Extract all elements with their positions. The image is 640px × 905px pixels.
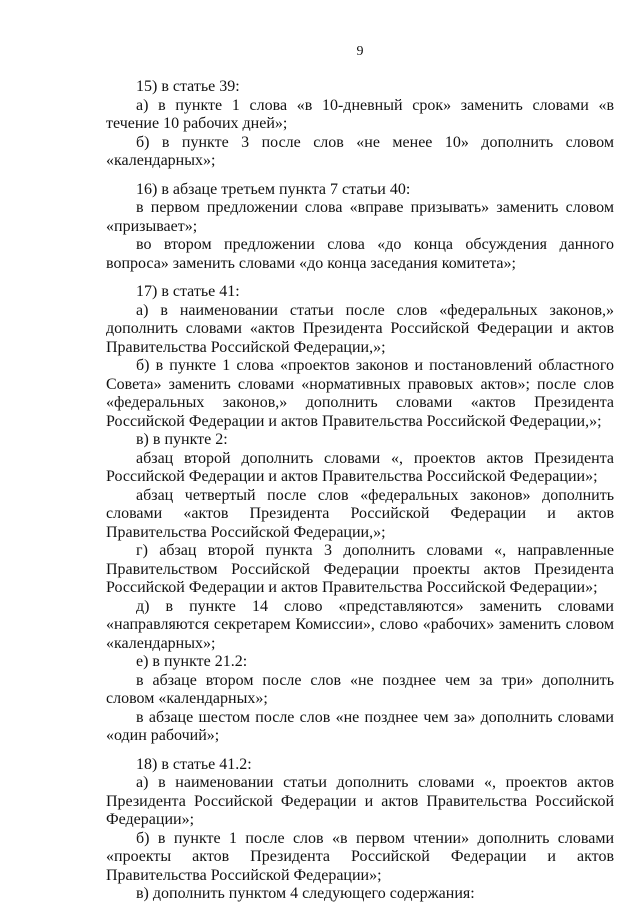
section-heading: 17) в статье 41: xyxy=(136,283,240,300)
amendment-section xyxy=(106,283,614,746)
paragraph: в) в пункте 2: xyxy=(136,431,228,448)
section-heading: 15) в статье 39: xyxy=(136,78,240,95)
paragraph: а) в пункте 1 слова «в 10-дневный срок» заменить словами «в течение 10 рабочих дней»; xyxy=(106,96,614,132)
paragraph: абзац второй дополнить словами «, проектов актов Президента Российской Федерации и актов Правительства Российской Федерации»; xyxy=(106,449,614,485)
paragraph: в абзаце шестом после слов «не позднее чем за» дополнить словами «один рабочий»; xyxy=(106,708,614,744)
paragraph: е) в пункте 21.2: xyxy=(136,653,248,670)
paragraph: а) в наименовании статьи дополнить словами «, проектов актов Президента Российской Федерации и актов Правительства Российской Федерации»; xyxy=(106,774,614,828)
amendment-section xyxy=(106,78,614,171)
section-heading: 18) в статье 41.2: xyxy=(136,755,252,773)
paragraph: б) в пункте 1 слова «проектов законов и постановлений областного Совета» заменить словами «нормативных правовых актов»; после слов «федеральных законов,» дополнить словами «актов Президента Российской Федерации и актов Правительства Российской Федерации,»; xyxy=(106,357,614,430)
paragraph: абзац четвертый после слов «федеральных законов» дополнить словами «актов Президента Российской Федерации и актов Правительства Российской Федерации,»; xyxy=(106,486,614,541)
section-heading: 16) в абзаце третьем пункта 7 статьи 40: xyxy=(136,180,411,198)
paragraph: б) в пункте 3 после слов «не менее 10» дополнить словом «календарных»; xyxy=(106,133,614,169)
paragraph: г) абзац второй пункта 3 дополнить словами «, направленные Правительством Российской Федерации проекты актов Президента Российской Федерации и актов Правительства Российской Федерации»; xyxy=(106,542,614,596)
paragraph: в) дополнить пунктом 4 следующего содержания: xyxy=(136,885,475,902)
document-body xyxy=(106,78,614,904)
paragraph: в абзаце втором после слов «не позднее чем за три» дополнить словом «календарных»; xyxy=(106,671,614,707)
amendment-section xyxy=(106,181,614,274)
paragraph: а) в наименовании статьи после слов «федеральных законов,» дополнить словами «актов Президента Российской Федерации и актов Правительства Российской Федерации,»; xyxy=(106,301,614,356)
paragraph: д) в пункте 14 слово «представляются» заменить словами «направляются секретарем Комиссии», слово «рабочих» заменить словом «календарных»; xyxy=(106,597,614,652)
amendment-section xyxy=(106,756,614,904)
page-number: 9 xyxy=(356,44,364,59)
paragraph: б) в пункте 1 после слов «в первом чтении» дополнить словами «проекты актов Президента Российской Федерации и актов Правительства Российской Федерации»; xyxy=(106,829,614,884)
paragraph: во втором предложении слова «до конца обсуждения данного вопроса» заменить словами «до конца заседания комитета»; xyxy=(106,236,614,272)
paragraph: в первом предложении слова «вправе призывать» заменить словом «призывает»; xyxy=(106,199,614,235)
